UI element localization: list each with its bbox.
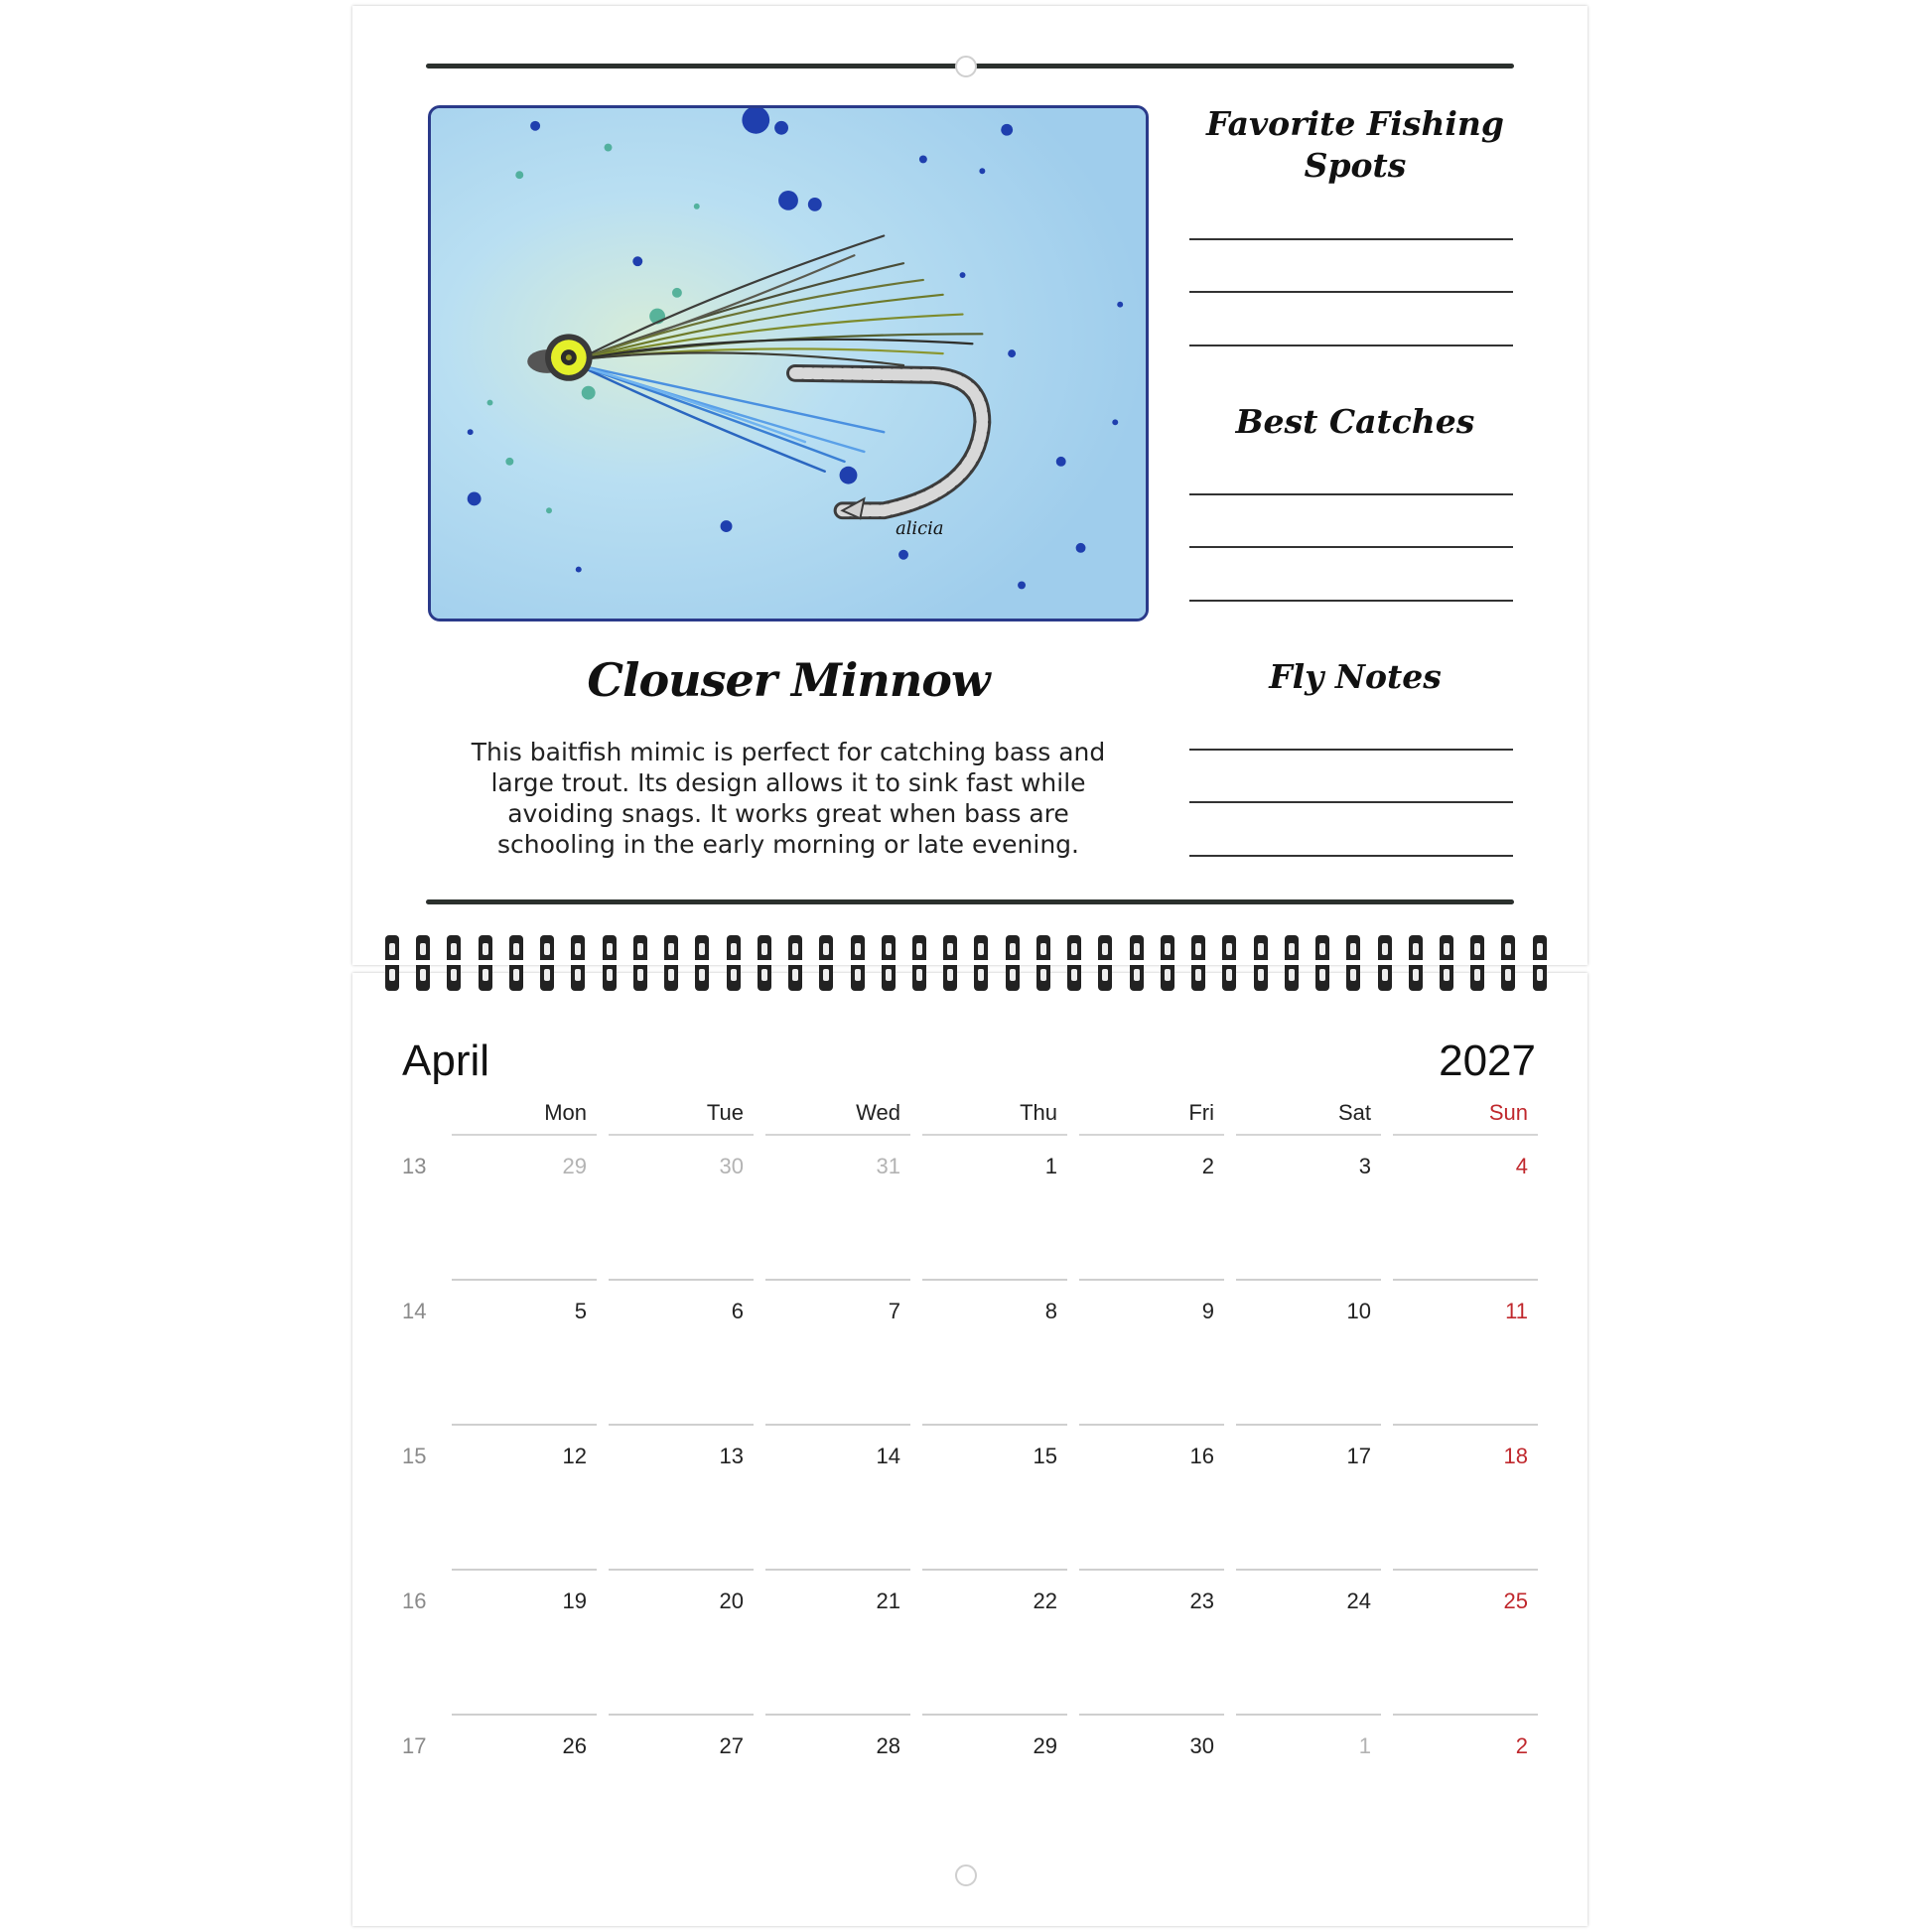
cell-divider [1079,1569,1224,1571]
fly-description: This baitfish mimic is perfect for catching bass and large trout. Its design allows it to sink fast while avoiding snags. It works great when bass are schooling in the early morning or late evening. [471,738,1106,859]
spiral-coil [571,935,585,991]
spiral-coil [509,935,523,991]
cell-divider [1393,1714,1538,1716]
cell-divider [609,1424,754,1426]
cell-divider [1236,1714,1381,1716]
cell-divider [452,1714,597,1716]
day-cell[interactable]: 24 [1346,1588,1371,1613]
cell-divider [609,1279,754,1281]
spiral-coil [912,935,926,991]
spiral-coil [1036,935,1050,991]
spiral-coil [695,935,709,991]
month-name: April [402,1036,490,1085]
artist-signature: alicia [896,518,944,539]
day-cell[interactable]: 22 [1033,1588,1057,1613]
spiral-coil [943,935,957,991]
day-cell[interactable]: 3 [1358,1154,1371,1178]
spiral-coil [664,935,678,991]
day-cell[interactable]: 21 [876,1588,900,1613]
day-cell[interactable]: 16 [1189,1444,1214,1468]
cell-divider [922,1569,1067,1571]
catches-line [1189,546,1513,548]
day-cell[interactable]: 29 [1033,1733,1057,1758]
day-cell[interactable]: 25 [1503,1588,1528,1613]
day-cell[interactable]: 7 [888,1299,900,1323]
spiral-coil [1191,935,1205,991]
weekday-header: Sun [1488,1100,1528,1125]
art-page [352,6,1587,965]
day-cell[interactable]: 14 [876,1444,900,1468]
day-cell[interactable]: 2 [1201,1154,1214,1178]
spiral-coil [1222,935,1236,991]
cell-divider [609,1134,754,1136]
weekday-header: Sat [1337,1100,1371,1125]
best-catches-heading: Best Catches [1235,402,1475,441]
hanging-hole [955,56,977,77]
cell-divider [1236,1279,1381,1281]
spiral-coil [974,935,988,991]
spiral-coil [1533,935,1547,991]
cell-divider [1079,1424,1224,1426]
cell-divider [1393,1569,1538,1571]
day-cell[interactable]: 12 [562,1444,587,1468]
cell-divider [1393,1134,1538,1136]
spiral-coil [385,935,399,991]
day-cell[interactable]: 5 [574,1299,587,1323]
day-cell[interactable]: 9 [1201,1299,1214,1323]
spiral-coil [1006,935,1020,991]
week-number: 13 [402,1154,427,1178]
spiral-coil [788,935,802,991]
cell-divider [922,1279,1067,1281]
week-number: 17 [402,1733,427,1758]
cell-divider [452,1134,597,1136]
fly-illustration [428,105,1149,621]
day-cell[interactable]: 1 [1358,1733,1371,1758]
cell-divider [765,1134,910,1136]
spiral-coil [1501,935,1515,991]
day-cell[interactable]: 29 [562,1154,587,1178]
weekday-header: Wed [856,1100,900,1125]
spots-line [1189,291,1513,293]
spiral-coil [1067,935,1081,991]
notes-line [1189,749,1513,751]
spiral-coil [479,935,492,991]
day-cell[interactable]: 26 [562,1733,587,1758]
spiral-coil [540,935,554,991]
cell-divider [765,1569,910,1571]
day-cell[interactable]: 19 [562,1588,587,1613]
weekday-header: Mon [544,1100,587,1125]
fly-title: Clouser Minnow [587,653,990,707]
year: 2027 [1439,1036,1536,1085]
cell-divider [922,1714,1067,1716]
spiral-coil [1378,935,1392,991]
weekday-header: Tue [706,1100,744,1125]
cell-divider [1236,1134,1381,1136]
day-cell[interactable]: 4 [1515,1154,1528,1178]
spiral-coil [819,935,833,991]
spots-line [1189,345,1513,346]
spiral-coil [1130,935,1144,991]
day-cell[interactable]: 31 [876,1154,900,1178]
spiral-coil [603,935,617,991]
day-cell[interactable]: 8 [1044,1299,1057,1323]
spiral-coil [727,935,741,991]
week-number: 15 [402,1444,427,1468]
cell-divider [609,1569,754,1571]
cell-divider [922,1424,1067,1426]
cell-divider [1079,1279,1224,1281]
spiral-coil [1285,935,1299,991]
spiral-coil [882,935,896,991]
spiral-coil [633,935,647,991]
spiral-coil [1098,935,1112,991]
catches-line [1189,493,1513,495]
favorite-spots-heading: Favorite Fishing Spots [1206,104,1504,185]
spiral-coil [1470,935,1484,991]
day-cell[interactable]: 20 [719,1588,744,1613]
spiral-coil [1440,935,1453,991]
spiral-coil [851,935,865,991]
calendar-page [352,973,1587,1926]
notes-line [1189,801,1513,803]
day-cell[interactable]: 15 [1033,1444,1057,1468]
cell-divider [765,1714,910,1716]
cell-divider [452,1279,597,1281]
notes-line [1189,855,1513,857]
day-cell[interactable]: 13 [719,1444,744,1468]
clouser-minnow-illustration [431,108,1146,619]
weekday-header: Fri [1188,1100,1214,1125]
cell-divider [609,1714,754,1716]
spiral-coil [1315,935,1329,991]
cell-divider [1079,1134,1224,1136]
day-cell[interactable]: 18 [1503,1444,1528,1468]
day-cell[interactable]: 23 [1189,1588,1214,1613]
cell-divider [1079,1714,1224,1716]
spiral-binding [385,935,1547,995]
spiral-coil [1409,935,1423,991]
cell-divider [1393,1424,1538,1426]
day-cell[interactable]: 28 [876,1733,900,1758]
cell-divider [1236,1569,1381,1571]
day-cell[interactable]: 27 [719,1733,744,1758]
catches-line [1189,600,1513,602]
fly-notes-heading: Fly Notes [1269,657,1442,696]
weekday-header: Thu [1020,1100,1057,1125]
day-cell[interactable]: 1 [1044,1154,1057,1178]
bottom-rule [426,899,1514,904]
day-cell[interactable]: 10 [1346,1299,1371,1323]
week-number: 14 [402,1299,427,1323]
cell-divider [452,1569,597,1571]
cell-divider [765,1279,910,1281]
day-cell[interactable]: 2 [1515,1733,1528,1758]
spiral-coil [1161,935,1174,991]
day-cell[interactable]: 30 [719,1154,744,1178]
cell-divider [1393,1279,1538,1281]
day-cell[interactable]: 6 [731,1299,744,1323]
day-cell[interactable]: 17 [1346,1444,1371,1468]
week-number: 16 [402,1588,427,1613]
cell-divider [922,1134,1067,1136]
bottom-hanging-hole [955,1864,977,1886]
spiral-coil [1346,935,1360,991]
spiral-coil [447,935,461,991]
spots-line [1189,238,1513,240]
cell-divider [452,1424,597,1426]
spiral-coil [416,935,430,991]
cell-divider [1236,1424,1381,1426]
cell-divider [765,1424,910,1426]
day-cell[interactable]: 30 [1189,1733,1214,1758]
spiral-coil [1254,935,1268,991]
day-cell[interactable]: 11 [1505,1299,1528,1323]
spiral-coil [758,935,771,991]
